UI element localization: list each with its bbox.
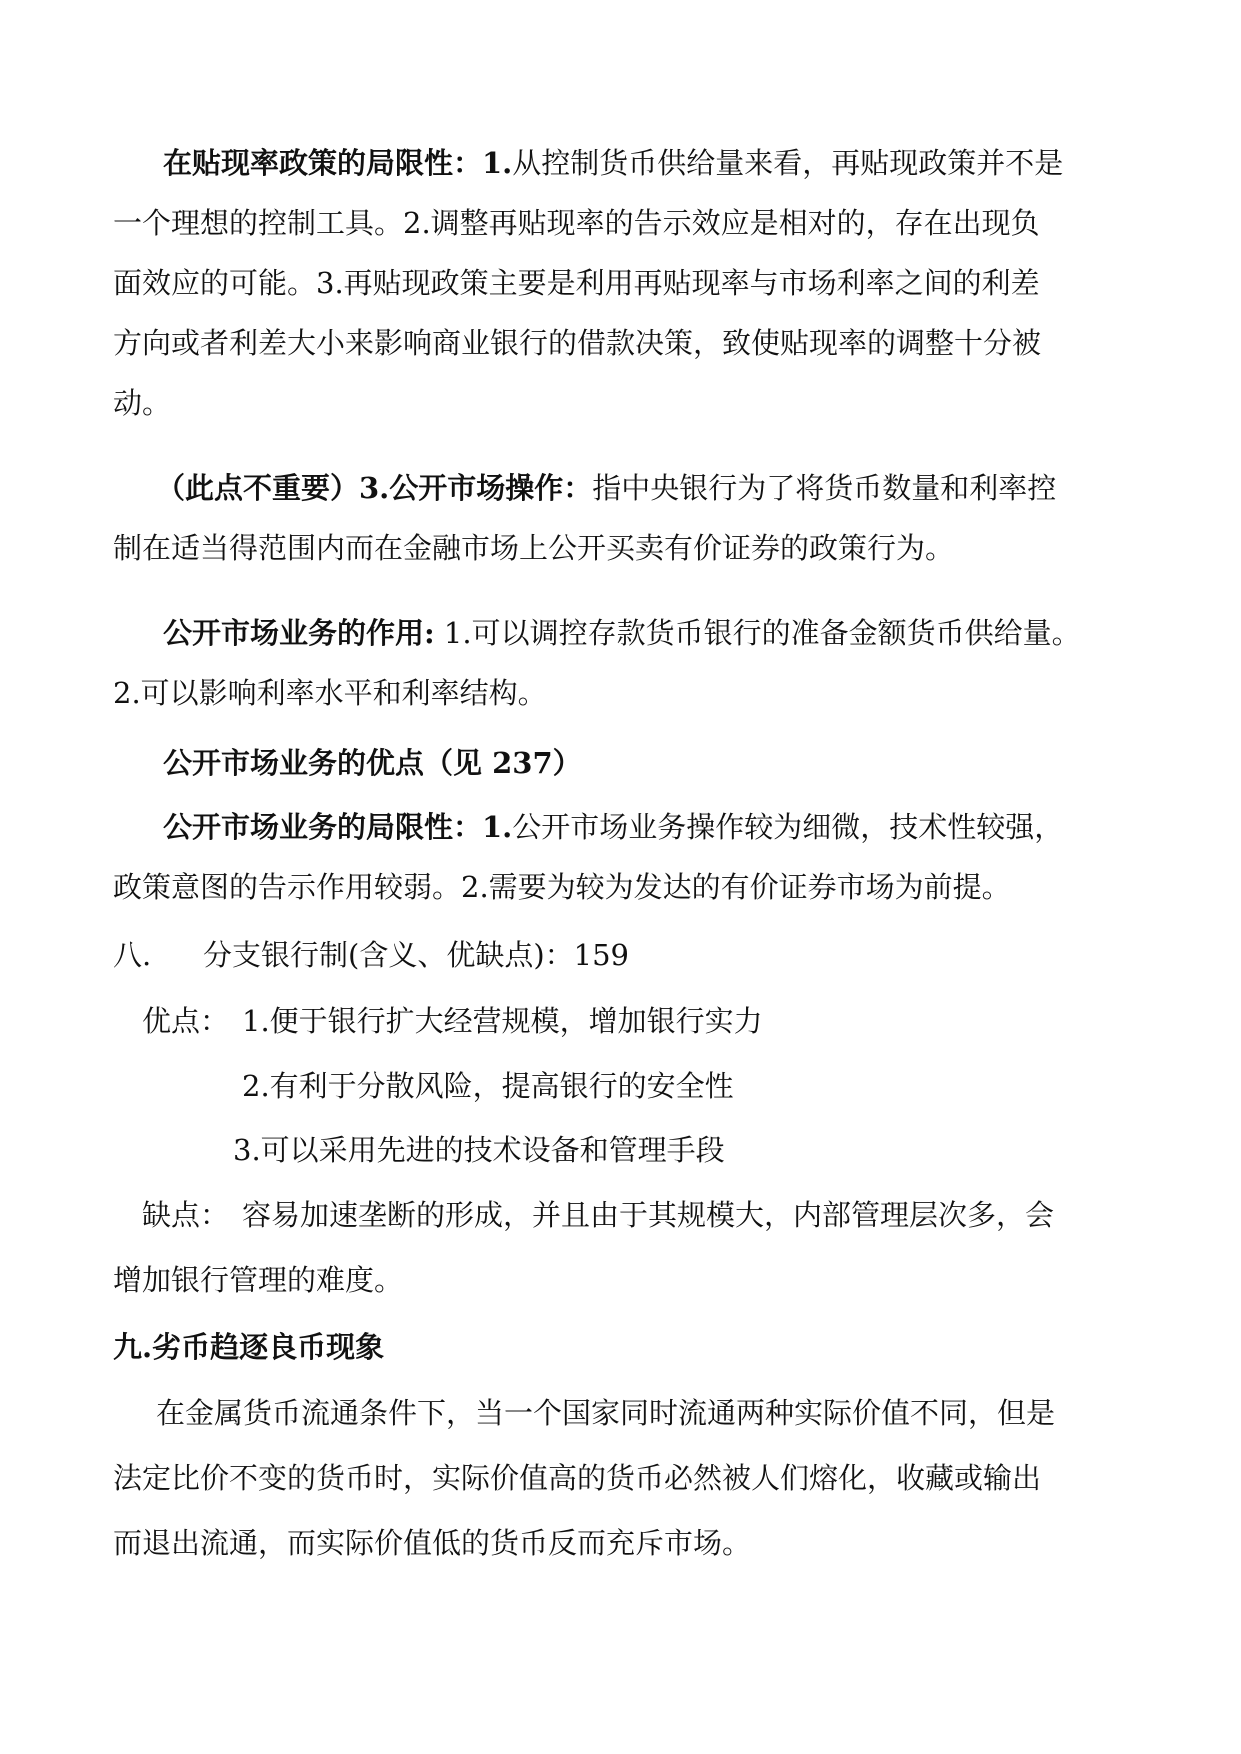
p1-line-4: 方向或者利差大小来影响商业银行的借款决策，致使贴现率的调整十分被 <box>113 326 1042 360</box>
p1-line-1 <box>163 143 1063 183</box>
p2-line-1-text: 指中央银行为了将货币数量和利率控 <box>592 471 1057 505</box>
section8-number: 八. <box>113 938 152 972</box>
section8-con-line-2: 增加银行管理的难度。 <box>113 1263 404 1297</box>
section9-heading: 九.劣币趋逐良币现象 <box>113 1330 385 1364</box>
section8-pros-label: 优点： <box>142 1004 230 1038</box>
section8-pro-1: 1.便于银行扩大经营规模，增加银行实力 <box>242 1004 763 1038</box>
p2-line-2: 制在适当得范围内而在金融市场上公开买卖有价证券的政策行为。 <box>113 531 955 565</box>
p1-bold-heading: 在贴现率政策的局限性：1. <box>163 146 513 180</box>
p1-line-2: 一个理想的控制工具。2.调整再贴现率的告示效应是相对的，存在出现负 <box>113 206 1040 240</box>
p4-bold-heading: 公开市场业务的优点（见 237） <box>163 746 582 780</box>
p3-line-1-text: 1.可以调控存款货币银行的准备金额货币供给量。 <box>434 616 1081 650</box>
p3-bold-heading: 公开市场业务的作用: <box>163 616 435 650</box>
p5-line-2: 政策意图的告示作用较弱。2.需要为较为发达的有价证券市场为前提。 <box>113 870 1011 904</box>
section9-line-1: 在金属货币流通条件下，当一个国家同时流通两种实际价值不同，但是 <box>156 1396 1056 1430</box>
p1-line-5: 动。 <box>113 386 172 420</box>
p5-line-1 <box>163 807 1063 847</box>
section8-con-line-1: 容易加速垄断的形成，并且由于其规模大，内部管理层次多，会 <box>242 1198 1055 1232</box>
p3-line-1 <box>163 613 1081 653</box>
p3-line-2: 2.可以影响利率水平和利率结构。 <box>113 676 547 710</box>
section8-title: 分支银行制(含义、优缺点)：159 <box>203 938 629 972</box>
section8-pro-3: 3.可以采用先进的技术设备和管理手段 <box>233 1133 725 1167</box>
section8-pro-2: 2.有利于分散风险，提高银行的安全性 <box>242 1069 734 1103</box>
section8-cons-label: 缺点： <box>142 1198 230 1232</box>
p1-line-1-text: 从控制货币供给量来看，再贴现政策并不是 <box>512 146 1064 180</box>
p5-line-1-text: 公开市场业务操作较为细微，技术性较强， <box>512 810 1064 844</box>
section9-line-2: 法定比价不变的货币时，实际价值高的货币必然被人们熔化，收藏或输出 <box>113 1461 1042 1495</box>
p2-line-1 <box>156 468 1056 508</box>
p1-line-3: 面效应的可能。3.再贴现政策主要是利用再贴现率与市场利率之间的利差 <box>113 266 1040 300</box>
p2-bold-heading: （此点不重要）3.公开市场操作： <box>156 471 593 505</box>
section9-line-3: 而退出流通，而实际价值低的货币反而充斥市场。 <box>113 1526 752 1560</box>
p4-line-1 <box>163 743 582 783</box>
p5-bold-heading: 公开市场业务的局限性：1. <box>163 810 513 844</box>
